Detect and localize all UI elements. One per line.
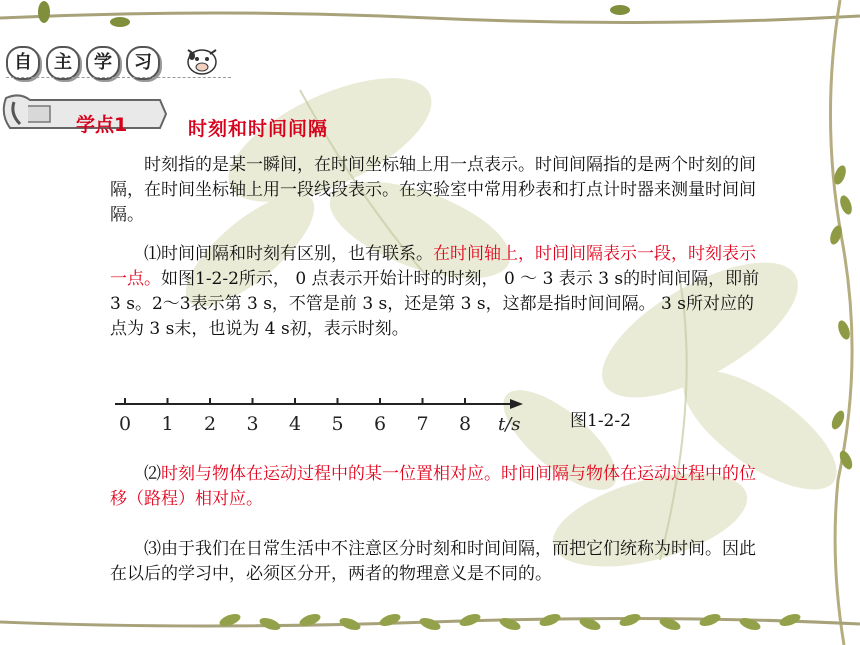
header-badge-char: 学: [86, 46, 120, 80]
axis-tick-label: 1: [161, 413, 174, 435]
section-title: 时刻和时间间隔: [188, 118, 329, 140]
axis-tick-label: 0: [118, 413, 132, 435]
figure-caption: 图1-2-2: [570, 411, 631, 431]
highlighted-text: 在时间轴上，时间间隔表示一段，时刻表示一点。: [110, 244, 756, 289]
header-badge-char: 习: [126, 46, 160, 80]
highlighted-text: 时刻与物体在运动过程中的某一位置相对应。时间间隔与物体在运动过程中的位移（路程）相对应。: [110, 464, 756, 509]
axis-tick-label: 2: [203, 413, 217, 435]
paragraph-text: 如图1-2-2所示， 0 点表示开始计时的时刻， 0 ～ 3 表示 3 s的时间间隔，即前 3 s。2～3表示第 3 s，不管是前 3 s，还是第 3 s，这都是指时间间隔。 3 s所对应的点为 3 s末，也说为 4 s初，表示时刻。: [110, 269, 760, 339]
header-badge-char: 主: [46, 46, 80, 80]
axis-tick-label: 3: [246, 413, 259, 435]
axis-tick-label: 7: [416, 413, 429, 435]
axis-tick-label: 8: [458, 413, 472, 435]
time-axis-figure: [105, 394, 535, 444]
paragraph-text: ⑵: [144, 464, 161, 484]
axis-tick-label: 6: [373, 413, 387, 435]
vine-right-decoration: [800, 0, 860, 645]
paragraph-text: ⑴时间间隔和时刻有区别，也有联系。: [144, 244, 433, 264]
cow-mascot-icon: [178, 38, 226, 78]
section-label: 学点1: [76, 114, 128, 136]
paragraph-point-2: [110, 462, 760, 512]
paragraph-point-1: [110, 242, 760, 342]
vine-bottom-decoration: [0, 600, 860, 645]
axis-unit-label: t/s: [498, 414, 521, 435]
paragraph-point-3: ⑶由于我们在日常生活中不注意区分时刻和时间间隔，而把它们统称为时间。因此在以后的学习中，必须区分开，两者的物理意义是不同的。: [110, 539, 756, 584]
vine-top-decoration: [0, 0, 860, 40]
axis-tick-label: 4: [288, 413, 302, 435]
axis-arrow: [510, 399, 523, 409]
paragraph-definition: 时刻指的是某一瞬间，在时间坐标轴上用一点表示。时间间隔指的是两个时刻的间隔，在时间坐标轴上用一段线段表示。在实验室中常用秒表和打点计时器来测量时间间隔。: [110, 155, 756, 225]
axis-tick-label: 5: [331, 413, 344, 435]
axis-tick-labels: [119, 413, 471, 435]
header-badge-char: 自: [6, 46, 40, 80]
